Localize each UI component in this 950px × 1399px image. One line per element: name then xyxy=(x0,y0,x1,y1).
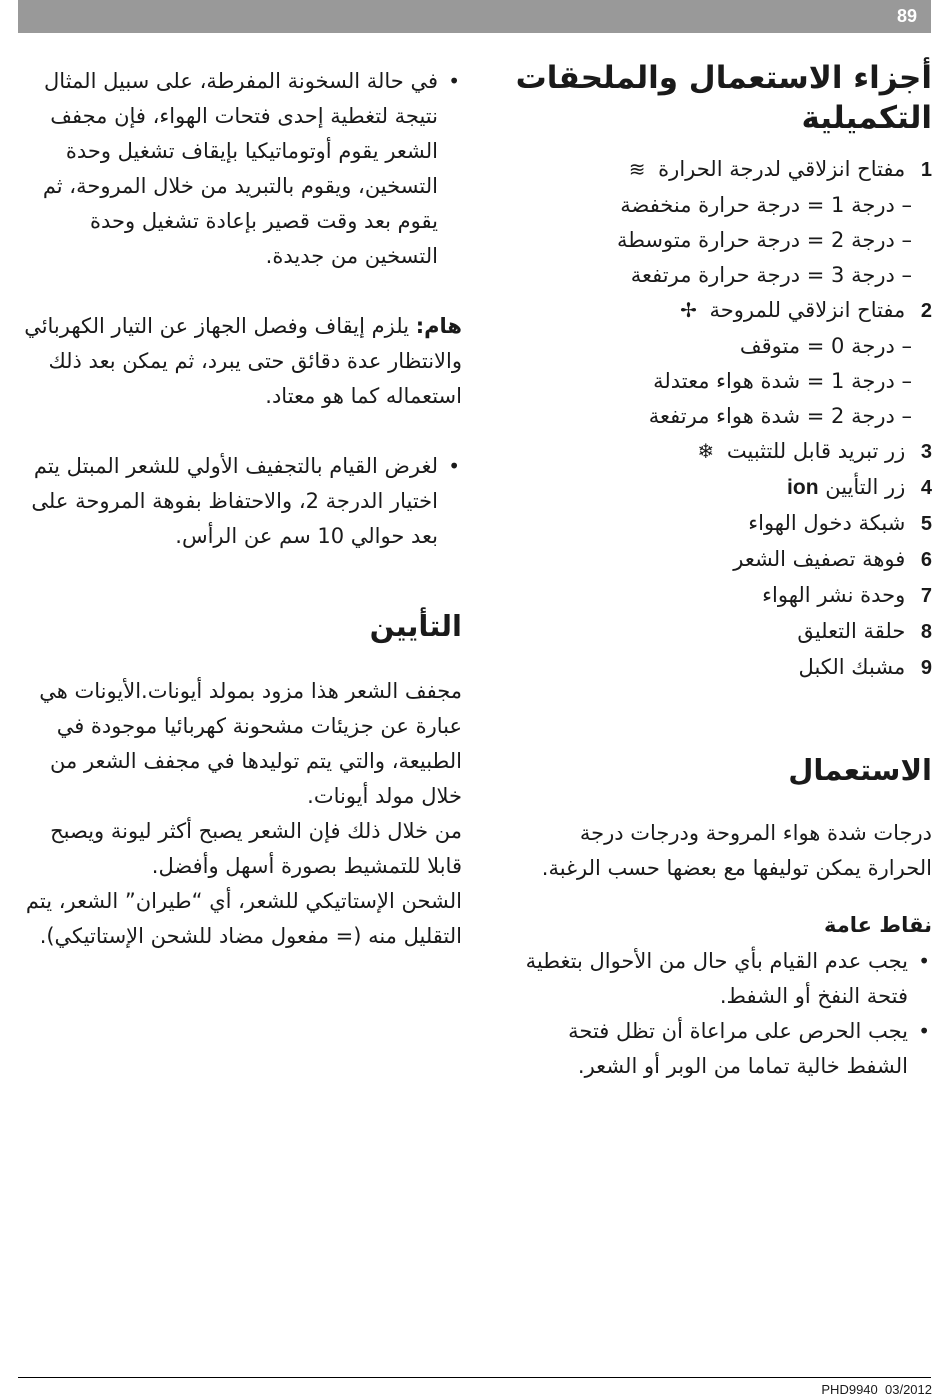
heat-icon: ≋ xyxy=(628,157,646,181)
part-item-4: 4 زر التأيين ion xyxy=(787,475,932,499)
fan-icon: ✢ xyxy=(680,298,697,322)
part-item-2-sub: – درجة 0 = متوقف xyxy=(739,334,912,358)
usage-title: الاستعمال xyxy=(788,753,932,787)
part-item-1-sub: – درجة 3 = درجة حرارة مرتفعة xyxy=(630,263,912,287)
usage-bullet: • يجب عدم القيام بأي حال من الأحوال بتغطية فتحة النفخ أو الشفط. xyxy=(512,944,932,1014)
important-label: هام: xyxy=(415,314,462,338)
footer-date: 03/2012 xyxy=(885,1382,932,1397)
ion-paragraph-3: الشحن الإستاتيكي للشعر، أي “طيران” الشعر، يتم التقليل منه (= مفعول مضاد للشحن الإستاتيكي). xyxy=(25,889,462,948)
ion-icon: ion xyxy=(787,476,819,499)
part-item-1: 1 مفتاح انزلاقي لدرجة الحرارة ≋ xyxy=(628,157,932,181)
part-item-1-sub: – درجة 1 = درجة حرارة منخفضة xyxy=(620,193,912,217)
usage-intro: درجات شدة هواء المروحة ودرجات درجة الحرارة يمكن توليفها مع بعضها حسب الرغبة. xyxy=(541,821,932,880)
important-text: يلزم إيقاف وفصل الجهاز عن التيار الكهربائي والانتظار عدة دقائق حتى يبرد، ثم يمكن بعد ذلك استعماله كما هو معتاد. xyxy=(24,314,462,408)
parts-title: أجزاء الاستعمال والملحقات التكميلية xyxy=(515,60,932,136)
important-note xyxy=(22,309,462,414)
snowflake-icon: ❄ xyxy=(697,439,715,463)
part-item-2-sub: – درجة 2 = شدة هواء مرتفعة xyxy=(648,404,912,428)
part-item-5: 5 شبكة دخول الهواء xyxy=(748,511,932,535)
page-number: 89 xyxy=(896,6,917,26)
text-column xyxy=(22,64,462,954)
ion-paragraph-2: من خلال ذلك فإن الشعر يصبح أكثر ليونة ويصبح قابلا للتمشيط بصورة أسهل وأفضل. xyxy=(50,819,462,878)
footer xyxy=(821,1382,932,1397)
predry-bullet: • لغرض القيام بالتجفيف الأولي للشعر المبتل يتم اختيار الدرجة 2، والاحتفاظ بفوهة المروحة على بعد حوالي 10 سم عن الرأس. xyxy=(22,449,462,554)
ion-title: التأيين xyxy=(369,609,462,643)
part-item-9: 9 مشبك الكبل xyxy=(798,655,932,679)
part-item-6: 6 فوهة تصفيف الشعر xyxy=(733,547,932,571)
part-item-2: 2 مفتاح انزلاقي للمروحة ✢ xyxy=(680,298,932,322)
part-item-2-sub: – درجة 1 = شدة هواء معتدلة xyxy=(653,369,912,393)
footer-divider xyxy=(18,1377,931,1378)
header-bar xyxy=(18,0,931,33)
part-item-1-sub: – درجة 2 = درجة حرارة متوسطة xyxy=(616,228,912,252)
general-title: نقاط عامة xyxy=(824,913,932,937)
overheat-bullet: • في حالة السخونة المفرطة، على سبيل المثال نتيجة لتغطية إحدى فتحات الهواء، فإن مجفف الشعر يقوم أوتوماتيكيا بإيقاف تشغيل وحدة التسخين، ويقوم بالتبريد من خلال المروحة، ثم يقوم بعد وقت قصير بإعادة تشغيل وحدة التسخين من جديدة. xyxy=(22,64,462,274)
parts-column xyxy=(512,58,932,1084)
usage-bullet: • يجب الحرص على مراعاة أن تظل فتحة الشفط خالية تماما من الوبر أو الشعر. xyxy=(512,1014,932,1084)
part-item-8: 8 حلقة التعليق xyxy=(797,619,932,643)
ion-paragraph-1: مجفف الشعر هذا مزود بمولد أيونات.الأيونات هي عبارة عن جزيئات مشحونة كهربائيا موجودة في الطبيعة، والتي يتم توليدها في مجفف الشعر من خلال مولد أيونات. xyxy=(39,679,462,808)
footer-model: PHD9940 xyxy=(821,1382,878,1397)
part-item-3: 3 زر تبريد قابل للتثبيت ❄ xyxy=(697,439,932,463)
part-item-7: 7 وحدة نشر الهواء xyxy=(762,583,932,607)
